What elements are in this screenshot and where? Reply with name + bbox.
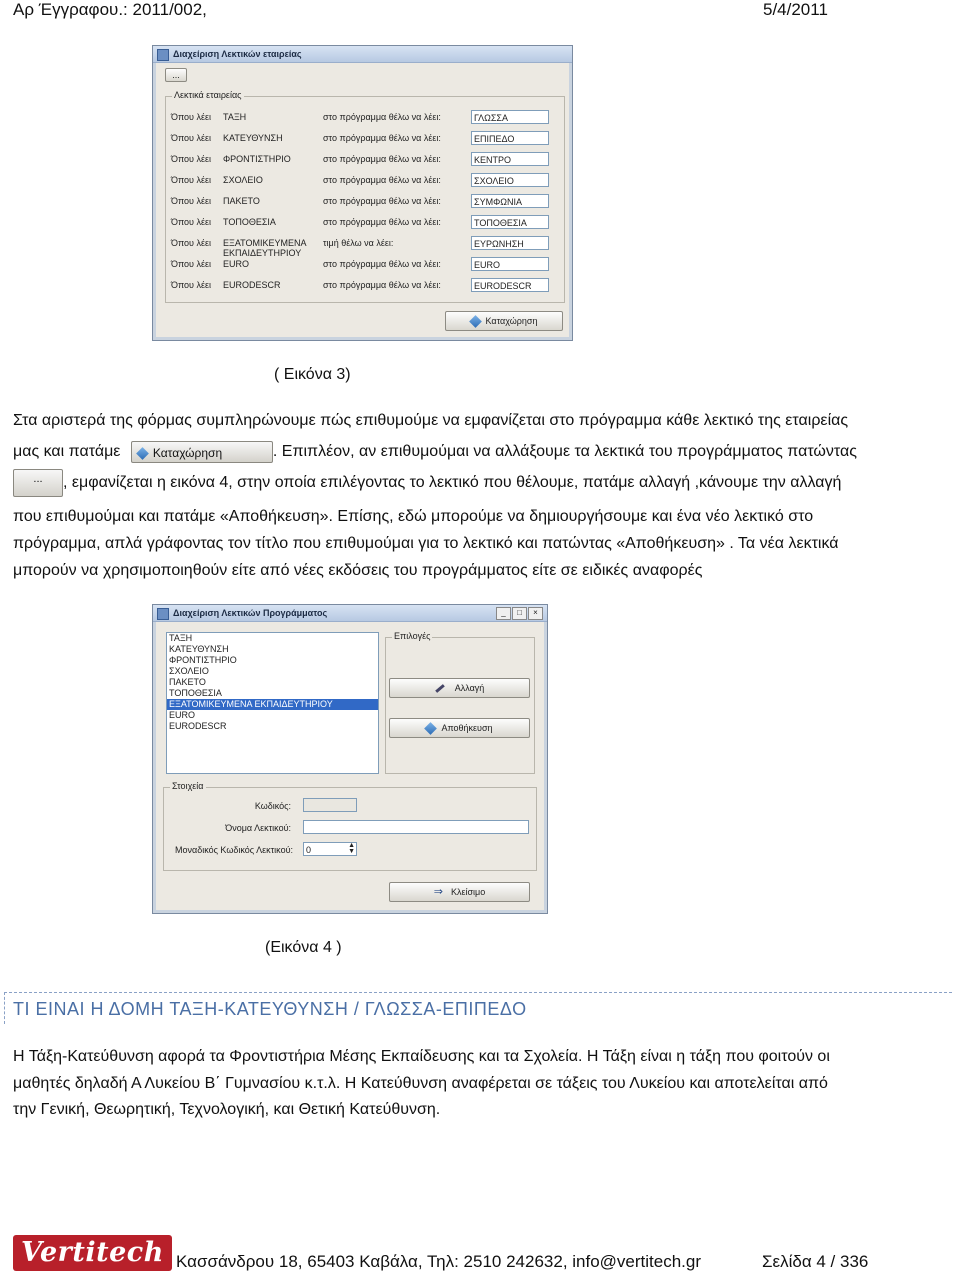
row-value-field[interactable]: ΣΧΟΛΕΙΟ — [471, 173, 549, 187]
row-where-label: Όπου λέει — [171, 112, 212, 122]
para2-line1: Η Τάξη-Κατεύθυνση αφορά τα Φροντιστήρια Μέσης Εκπαίδευσης και τα Σχολεία. Η Τάξη είναι η τάξη που φοιτούν οι — [13, 1048, 830, 1065]
close-button[interactable] — [389, 882, 530, 902]
page-number: Σελίδα 4 / 336 — [762, 1252, 869, 1271]
row-value-field[interactable]: ΤΟΠΟΘΕΣΙΑ — [471, 215, 549, 229]
row-wants-label: στο πρόγραμμα θέλω να λέει: — [323, 133, 441, 143]
row-where-label: Όπου λέει — [171, 259, 212, 269]
figure-3-window — [152, 45, 573, 341]
list-item[interactable]: EURO — [169, 710, 196, 720]
row-wants-label: στο πρόγραμμα θέλω να λέει: — [323, 175, 441, 185]
heading-rule-left — [4, 992, 5, 1024]
save-button[interactable] — [445, 311, 563, 331]
list-item[interactable]: ΤΑΞΗ — [169, 633, 193, 643]
section-heading: ΤΙ ΕΙΝΑΙ Η ΔΟΜΗ ΤΑΞΗ-ΚΑΤΕΥΘΥΝΣΗ / ΓΛΩΣΣΑ-ΕΠΙΠΕΔΟ — [13, 999, 527, 1019]
row-value-field[interactable]: EURO — [471, 257, 549, 271]
window-title-bar — [153, 46, 572, 63]
row-key: ΕΞΑΤΟΜΙΚΕΥΜΕΝΑ ΕΚΠΑΙΔΕΥΤΗΡΙΟΥ — [223, 238, 307, 258]
list-item[interactable]: ΣΧΟΛΕΙΟ — [169, 666, 209, 676]
list-item[interactable]: ΚΑΤΕΥΘΥΝΣΗ — [169, 644, 229, 654]
row-value-field[interactable]: ΚΕΝΤΡΟ — [471, 152, 549, 166]
app-icon — [157, 49, 169, 61]
row-key: ΠΑΚΕΤΟ — [223, 196, 260, 206]
labels-listbox[interactable] — [166, 632, 379, 774]
row-wants-label: στο πρόγραμμα θέλω να λέει: — [323, 112, 441, 122]
save-icon — [425, 722, 438, 735]
row-where-label: Όπου λέει — [171, 217, 212, 227]
row-where-label: Όπου λέει — [171, 133, 212, 143]
row-value-field[interactable]: EURODESCR — [471, 278, 549, 292]
para1-line4: που επιθυμούμαι και πατάμε «Αποθήκευση». Επίσης, εδώ μπορούμε να δημιουργήσουμε και ένα νέο λεκτικό στο — [13, 508, 814, 525]
para1-line2-a: μας και πατάμε — [13, 443, 121, 460]
list-item[interactable]: ΠΑΚΕΤΟ — [169, 677, 206, 687]
unique-code-stepper[interactable] — [303, 842, 357, 856]
unique-code-label: Μοναδικός Κωδικός Λεκτικού: — [174, 845, 293, 855]
para2-line2: μαθητές δηλαδή Α Λυκείου Β΄ Γυμνασίου κ.τ.λ. Η Κατεύθυνση αναφέρεται σε τάξεις του Λυκείου και αποτελείται από — [13, 1075, 828, 1092]
options-label: Επιλογές — [394, 631, 431, 641]
figure-4-window — [152, 604, 548, 914]
change-button[interactable] — [389, 678, 530, 698]
para1-line1: Στα αριστερά της φόρμας συμπληρώνουμε πώς επιθυμούμε να εμφανίζεται στο πρόγραμμα κάθε λεκτικό της εταιρείας — [13, 412, 849, 429]
window-title: Διαχείριση Λεκτικών εταιρείας — [173, 49, 302, 59]
unique-code-value: 0 — [306, 845, 312, 855]
window-title-bar — [153, 605, 547, 622]
details-label: Στοιχεία — [172, 781, 204, 791]
list-item[interactable]: EURODESCR — [169, 721, 227, 731]
options-group — [385, 631, 535, 774]
row-wants-label: στο πρόγραμμα θέλω να λέει: — [323, 259, 441, 269]
maximize-icon[interactable]: □ — [512, 607, 527, 620]
row-where-label: Όπου λέει — [171, 154, 212, 164]
row-wants-label: στο πρόγραμμα θέλω να λέει: — [323, 217, 441, 227]
para2-line3: την Γενική, Θεωρητική, Τεχνολογική, και Θετική Κατεύθυνση. — [13, 1101, 441, 1118]
row-key: ΤΟΠΟΘΕΣΙΑ — [223, 217, 276, 227]
app-icon — [157, 608, 169, 620]
name-label: Όνομα Λεκτικού: — [225, 823, 291, 833]
row-where-label: Όπου λέει — [171, 175, 212, 185]
row-wants-label: στο πρόγραμμα θέλω να λέει: — [323, 196, 441, 206]
footer-address: Κασσάνδρου 18, 65403 Καβάλα, Τηλ: 2510 242632, info@vertitech.gr — [176, 1252, 702, 1271]
row-where-label: Όπου λέει — [171, 280, 212, 290]
para1-line2-b: . Επιπλέον, αν επιθυμούμαι να αλλάξουμε τα λεκτικά του προγράμματος πατώντας — [272, 443, 857, 460]
para1-line3-text: , εμφανίζεται η εικόνα 4, στην οποία επιλέγοντας το λεκτικό που θέλουμε, πατάμε αλλαγή ,κάνουμε την αλλαγή — [63, 474, 842, 492]
row-wants-label: στο πρόγραμμα θέλω να λέει: — [323, 154, 441, 164]
save-icon — [136, 447, 149, 460]
caption-figure-4: (Εικόνα 4 ) — [265, 939, 342, 956]
row-key: ΣΧΟΛΕΙΟ — [223, 175, 263, 185]
close-icon[interactable]: × — [528, 607, 543, 620]
row-key: EURO — [223, 259, 250, 269]
para1-line5: πρόγραμμα, απλά γράφοντας τον τίτλο που επιθυμούμαι για το λεκτικό και πατώντας «Αποθήκευση» . Τα νέα λεκτικά — [13, 535, 839, 552]
exit-icon: ⇒ — [433, 886, 443, 898]
row-wants-label: στο πρόγραμμα θέλω να λέει: — [323, 280, 441, 290]
row-key: ΦΡΟΝΤΙΣΤΗΡΙΟ — [223, 154, 291, 164]
inline-dots-button: ... — [13, 469, 63, 497]
change-label: Αλλαγή — [454, 683, 485, 693]
row-wants-label: τιμή θέλω να λέει: — [323, 238, 394, 248]
list-item[interactable]: ΤΟΠΟΘΕΣΙΑ — [169, 688, 222, 698]
inline-save-label: Καταχώρηση — [152, 445, 223, 460]
row-value-field[interactable]: ΣΥΜΦΩΝΙΑ — [471, 194, 549, 208]
row-key: EURODESCR — [223, 280, 281, 290]
close-label: Κλείσιμο — [450, 887, 486, 897]
list-item[interactable]: ΕΞΑΤΟΜΙΚΕΥΜΕΝΑ ΕΚΠΑΙΔΕΥΤΗΡΙΟΥ — [167, 699, 378, 710]
row-where-label: Όπου λέει — [171, 196, 212, 206]
para1-line3 — [13, 469, 841, 497]
store-button[interactable] — [389, 718, 530, 738]
row-value-field[interactable]: ΕΥΡΩΝΗΣΗ — [471, 236, 549, 250]
stepper-arrows-icon[interactable]: ▲ ▼ — [348, 842, 355, 855]
code-field — [303, 798, 357, 812]
row-where-label: Όπου λέει — [171, 238, 212, 248]
window-title: Διαχείριση Λεκτικών Προγράμματος — [173, 608, 328, 618]
save-icon — [469, 315, 482, 328]
dots-button[interactable]: ... — [165, 68, 187, 82]
row-key: ΤΑΞΗ — [223, 112, 247, 122]
row-value-field[interactable]: ΓΛΩΣΣΑ — [471, 110, 549, 124]
vertitech-logo: Vertitech — [13, 1235, 172, 1271]
code-label: Κωδικός: — [254, 801, 291, 811]
pencil-icon — [435, 684, 445, 693]
caption-figure-3: ( Εικόνα 3) — [274, 366, 351, 383]
store-label: Αποθήκευση — [441, 723, 493, 733]
save-label: Καταχώρηση — [485, 316, 538, 326]
minimize-icon[interactable]: _ — [496, 607, 511, 620]
para1-line2 — [13, 439, 857, 465]
name-field[interactable] — [303, 820, 529, 834]
doc-number: Αρ Έγγραφου.: 2011/002, — [13, 0, 207, 19]
row-value-field[interactable]: ΕΠΙΠΕΔΟ — [471, 131, 549, 145]
doc-date: 5/4/2011 — [763, 0, 828, 19]
heading-rule — [4, 992, 952, 993]
para1-line6: μπορούν να χρησιμοποιηθούν είτε από νέες εκδόσεις του προγράμματος είτε σε ειδικές αναφορές — [13, 562, 703, 579]
inline-save-button — [131, 441, 273, 463]
group-label: Λεκτικά εταιρείας — [174, 90, 242, 100]
list-item[interactable]: ΦΡΟΝΤΙΣΤΗΡΙΟ — [169, 655, 237, 665]
row-key: ΚΑΤΕΥΘΥΝΣΗ — [223, 133, 283, 143]
